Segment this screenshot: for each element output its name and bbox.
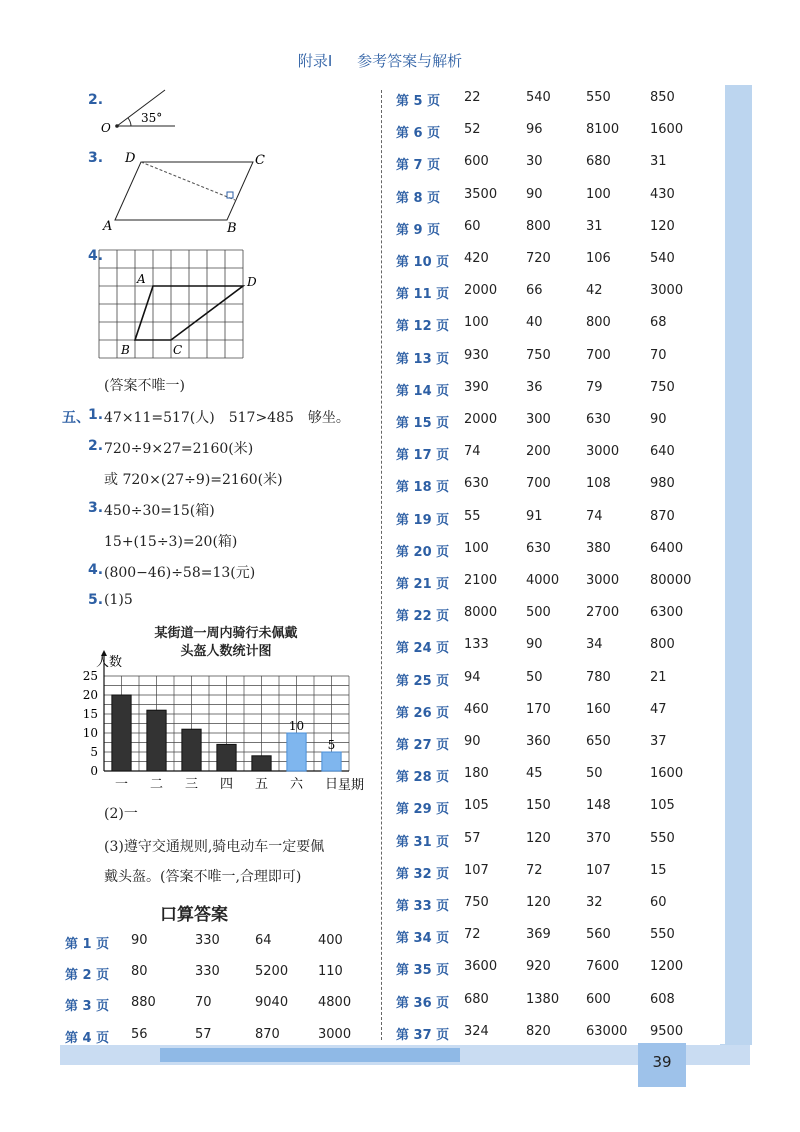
answer-value: 100 — [464, 315, 489, 331]
answer-value: 3000 — [650, 283, 684, 299]
answer-value: 70 — [650, 347, 667, 363]
answer-value: 750 — [650, 379, 675, 395]
answer-value: 7600 — [586, 959, 620, 975]
answer-value: 120 — [526, 895, 551, 910]
answer-value: 100 — [586, 186, 611, 202]
answer-value: 600 — [586, 991, 611, 1007]
answer-value: 850 — [650, 90, 675, 105]
answer-value: 100 — [464, 540, 489, 556]
parallelogram-shape — [115, 162, 253, 220]
answer-value: 79 — [586, 379, 603, 395]
answer-value: 42 — [586, 283, 603, 299]
chart-category-label: 三 — [184, 777, 199, 792]
answer-value: 74 — [464, 444, 481, 460]
answer-value: 720 — [526, 251, 551, 266]
column-divider — [381, 90, 382, 1040]
answer-value: 70 — [195, 995, 212, 1011]
parallelogram-figure — [95, 148, 275, 238]
q5-4-text: (800−46)÷58=13(元) — [104, 565, 256, 581]
angle-arc — [128, 118, 131, 126]
answer-value: 1600 — [650, 766, 684, 782]
chart-bar — [252, 756, 271, 771]
answer-value: 106 — [586, 251, 611, 266]
answer-value: 120 — [526, 830, 551, 846]
answer-value: 107 — [586, 862, 611, 878]
chart-bar — [322, 752, 341, 771]
answer-value: 700 — [586, 347, 611, 363]
answer-value: 37 — [650, 734, 667, 749]
answer-page-label: 第 26 页 — [396, 705, 450, 721]
answer-value: 420 — [464, 251, 489, 266]
grid-lines — [99, 250, 243, 358]
answer-value: 630 — [526, 540, 551, 556]
answer-value: 1380 — [526, 991, 560, 1007]
answer-page-label: 第 27 页 — [396, 738, 450, 753]
answer-value: 700 — [526, 476, 551, 492]
angle-vertex — [115, 124, 119, 128]
answer-value: 8100 — [586, 122, 620, 138]
answer-value: 64 — [255, 933, 272, 948]
vertex-a: A — [103, 219, 113, 234]
answer-value: 3000 — [318, 1026, 352, 1042]
answer-value: 330 — [195, 964, 220, 980]
answer-value: 94 — [464, 669, 481, 685]
answer-page-label: 第 25 页 — [396, 673, 450, 689]
chart-subtitle: 头盔人数统计图 — [180, 644, 272, 659]
grid-vertex-d: D — [247, 275, 257, 289]
chart-data-label: 10 — [288, 719, 305, 733]
answer-value: 96 — [526, 122, 543, 138]
answer-value: 2000 — [464, 412, 498, 427]
q5-1-number: 1. — [88, 407, 104, 423]
height-dashed-line — [141, 162, 235, 200]
chart-ytick-label: 0 — [90, 764, 98, 778]
answer-value: 148 — [586, 798, 611, 814]
chart-ytick-label: 10 — [82, 726, 98, 740]
answer-page-label: 第 17 页 — [396, 448, 450, 464]
answer-page-label: 第 6 页 — [396, 126, 441, 142]
grid-vertex-a: A — [137, 272, 146, 286]
answer-value: 15 — [650, 862, 667, 878]
answer-value: 4800 — [318, 995, 352, 1011]
section-5-label: 五、 — [62, 410, 90, 426]
q5-5-3-text-line2: 戴头盔。(答案不唯一,合理即可) — [104, 869, 302, 885]
answer-value: 21 — [650, 669, 667, 685]
grid-figure — [95, 248, 275, 360]
chart-ytick-label: 25 — [82, 669, 98, 683]
answer-value: 200 — [526, 444, 551, 460]
q5-2-number: 2. — [88, 438, 104, 454]
chart-ytick-label: 20 — [82, 688, 98, 702]
answer-value: 500 — [526, 605, 551, 621]
answer-value: 369 — [526, 927, 551, 943]
chart-bar — [287, 733, 306, 771]
answer-value: 56 — [131, 1026, 148, 1042]
answer-value: 5200 — [255, 964, 289, 980]
answer-value: 80000 — [650, 573, 692, 588]
chart-bar — [217, 744, 236, 771]
grid-vertex-c: C — [173, 343, 183, 357]
answer-value: 630 — [464, 476, 489, 492]
answer-value: 370 — [586, 830, 611, 846]
answer-value: 800 — [650, 637, 675, 653]
answer-value: 66 — [526, 283, 543, 299]
answer-value: 324 — [464, 1023, 489, 1039]
answer-value: 330 — [195, 933, 220, 948]
answer-value: 74 — [586, 508, 603, 524]
chart-ytick-label: 5 — [90, 745, 98, 759]
answer-page-label: 第 9 页 — [396, 222, 441, 238]
q2-number: 2. — [88, 92, 104, 108]
answer-value: 108 — [586, 476, 611, 492]
answer-value: 300 — [526, 412, 551, 427]
grid-vertex-b: B — [121, 343, 130, 357]
answer-page-label: 第 22 页 — [396, 609, 450, 625]
answer-value: 55 — [464, 508, 481, 524]
chart-ylabel: 人数 — [96, 655, 123, 670]
chart-category-label: 一 — [114, 777, 129, 792]
chart-xlabel: 星期 — [338, 778, 365, 793]
answer-value: 870 — [255, 1026, 280, 1042]
answer-value: 170 — [526, 701, 551, 717]
q5-2-text: 720÷9×27=2160(米) — [104, 441, 254, 457]
answer-value: 150 — [526, 798, 551, 814]
answer-value: 110 — [318, 964, 343, 980]
answer-value: 72 — [526, 862, 543, 878]
answer-value: 460 — [464, 701, 489, 717]
bar-chart — [60, 648, 380, 798]
chart-category-label: 四 — [219, 777, 234, 792]
answer-value: 45 — [526, 766, 543, 782]
answer-value: 380 — [586, 540, 611, 556]
answer-page-label: 第 33 页 — [396, 899, 450, 914]
q5-5-number: 5. — [88, 592, 104, 608]
appendix-label: 附录Ⅰ — [297, 52, 333, 70]
answer-value: 50 — [526, 669, 543, 685]
chart-category-label: 日 — [324, 777, 339, 792]
answer-value: 8000 — [464, 605, 498, 621]
answer-value: 9040 — [255, 995, 289, 1011]
answer-page-label: 第 21 页 — [396, 577, 450, 592]
answer-value: 90 — [650, 412, 667, 427]
answer-page-label: 第 8 页 — [396, 190, 441, 206]
answer-value: 91 — [526, 508, 543, 524]
vertex-c: C — [255, 153, 265, 168]
answer-value: 57 — [464, 830, 481, 846]
answer-value: 550 — [586, 90, 611, 105]
answer-page-label: 第 20 页 — [396, 544, 450, 560]
answer-value: 50 — [586, 766, 603, 782]
chart-bar — [147, 710, 166, 771]
chart-category-label: 六 — [289, 777, 304, 792]
q5-1-text: 47×11=517(人) 517>485 够坐。 — [104, 410, 350, 426]
page-header — [0, 50, 760, 71]
answer-value: 400 — [318, 933, 343, 948]
q4-note: (答案不唯一) — [104, 378, 185, 394]
answer-value: 2000 — [464, 283, 498, 299]
answer-value: 3000 — [586, 444, 620, 460]
answer-page-label: 第 5 页 — [396, 94, 441, 109]
q4-number: 4. — [88, 248, 104, 264]
answer-value: 47 — [650, 701, 667, 717]
vertex-b: B — [227, 221, 237, 236]
answer-value: 107 — [464, 862, 489, 878]
chart-title: 某街道一周内骑行未佩戴 — [154, 626, 298, 641]
answer-value: 820 — [526, 1023, 551, 1039]
answer-value: 390 — [464, 379, 489, 395]
answer-page-label: 第 14 页 — [396, 383, 450, 399]
answer-value: 870 — [650, 508, 675, 524]
answer-value: 2100 — [464, 573, 498, 588]
vertex-d: D — [125, 151, 136, 166]
answer-value: 680 — [464, 991, 489, 1007]
angle-figure — [95, 84, 185, 134]
angle-point-label: O — [101, 121, 111, 134]
answer-page-label: 第 31 页 — [396, 834, 450, 850]
answer-value: 3600 — [464, 959, 498, 975]
q5-5-2-text: (2)一 — [104, 806, 138, 822]
answer-page-label: 第 32 页 — [396, 866, 450, 882]
answer-value: 930 — [464, 347, 489, 363]
page-number-tab — [638, 1043, 686, 1087]
answer-value: 540 — [526, 90, 551, 105]
answer-value: 6400 — [650, 540, 684, 556]
answer-value: 608 — [650, 991, 675, 1007]
answer-value: 6300 — [650, 605, 684, 621]
answer-page-label: 第 19 页 — [396, 512, 450, 528]
header-title: 参考答案与解析 — [357, 52, 463, 70]
chart-data-label: 5 — [327, 738, 336, 752]
chart-category-label: 五 — [254, 777, 269, 792]
answer-value: 780 — [586, 669, 611, 685]
answer-value: 105 — [464, 798, 489, 814]
answer-value: 52 — [464, 122, 481, 138]
answer-value: 31 — [586, 218, 603, 234]
answer-value: 800 — [526, 218, 551, 234]
answer-value: 1600 — [650, 122, 684, 138]
answer-page-label: 第 13 页 — [396, 351, 450, 367]
answer-value: 640 — [650, 444, 675, 460]
answer-page-label: 第 7 页 — [396, 158, 441, 174]
answer-value: 680 — [586, 154, 611, 170]
answer-value: 105 — [650, 798, 675, 814]
page-number: 39 — [652, 1053, 672, 1071]
answer-value: 560 — [586, 927, 611, 943]
answer-value: 133 — [464, 637, 489, 653]
answer-value: 550 — [650, 927, 675, 943]
answer-value: 80 — [131, 964, 148, 980]
answer-value: 68 — [650, 315, 667, 331]
answer-page-label: 第 4 页 — [65, 1030, 110, 1046]
answer-value: 430 — [650, 186, 675, 202]
answer-value: 160 — [586, 701, 611, 717]
answer-page-label: 第 24 页 — [396, 641, 450, 657]
answer-value: 750 — [526, 347, 551, 363]
q5-3-number: 3. — [88, 500, 104, 516]
answer-value: 22 — [464, 90, 481, 105]
answer-value: 3500 — [464, 186, 498, 202]
answer-page-label: 第 11 页 — [396, 287, 450, 303]
answer-value: 1200 — [650, 959, 684, 975]
chart-bar — [112, 695, 131, 771]
q5-5-text: (1)5 — [104, 592, 133, 608]
q3-number: 3. — [88, 150, 104, 166]
answer-value: 750 — [464, 895, 489, 910]
answer-value: 32 — [586, 895, 603, 910]
angle-value-label: 35° — [141, 111, 163, 125]
answer-value: 90 — [526, 637, 543, 653]
answer-value: 3000 — [586, 573, 620, 588]
answer-value: 360 — [526, 734, 551, 749]
answer-value: 180 — [464, 766, 489, 782]
answer-value: 72 — [464, 927, 481, 943]
answer-value: 800 — [586, 315, 611, 331]
answer-page-label: 第 18 页 — [396, 480, 450, 496]
q5-4-number: 4. — [88, 562, 104, 578]
answer-value: 920 — [526, 959, 551, 975]
q5-3-cont-text: 15+(15÷3)=20(箱) — [104, 534, 238, 550]
answer-value: 2700 — [586, 605, 620, 621]
answer-page-label: 第 28 页 — [396, 770, 450, 786]
answer-value: 600 — [464, 154, 489, 170]
answer-value: 550 — [650, 830, 675, 846]
answer-page-label: 第 15 页 — [396, 416, 450, 431]
answer-page-label: 第 1 页 — [65, 937, 110, 952]
answer-value: 60 — [464, 218, 481, 234]
answer-value: 9500 — [650, 1023, 684, 1039]
answer-value: 34 — [586, 637, 603, 653]
right-angle-mark — [227, 192, 233, 198]
answer-value: 630 — [586, 412, 611, 427]
chart-bar — [182, 729, 201, 771]
answer-value: 90 — [464, 734, 481, 749]
chart-category-label: 二 — [149, 777, 164, 792]
answer-value: 120 — [650, 218, 675, 234]
answer-page-label: 第 36 页 — [396, 995, 450, 1011]
kousuan-title: 口算答案 — [160, 905, 228, 925]
answer-page-label: 第 37 页 — [396, 1027, 450, 1043]
answer-page-label: 第 10 页 — [396, 255, 450, 270]
answer-value: 650 — [586, 734, 611, 749]
q5-5-3-text-line1: (3)遵守交通规则,骑电动车一定要佩 — [104, 839, 325, 855]
answer-value: 30 — [526, 154, 543, 170]
answer-value: 880 — [131, 995, 156, 1011]
answer-page-label: 第 35 页 — [396, 963, 450, 979]
answer-value: 90 — [131, 933, 148, 948]
answer-value: 540 — [650, 251, 675, 266]
answer-page-label: 第 2 页 — [65, 968, 110, 984]
answer-value: 36 — [526, 379, 543, 395]
answer-value: 980 — [650, 476, 675, 492]
answer-page-label: 第 12 页 — [396, 319, 450, 335]
answer-value: 40 — [526, 315, 543, 331]
answer-page-label: 第 29 页 — [396, 802, 450, 818]
page-edge-strip — [160, 1048, 460, 1062]
q5-2-alt-text: 或 720×(27÷9)=2160(米) — [104, 472, 283, 488]
answer-value: 57 — [195, 1026, 212, 1042]
answer-page-label: 第 34 页 — [396, 931, 450, 947]
chart-ytick-label: 15 — [82, 707, 98, 721]
answer-value: 31 — [650, 154, 667, 170]
answer-value: 63000 — [586, 1023, 628, 1039]
answer-page-label: 第 3 页 — [65, 999, 110, 1015]
answer-value: 60 — [650, 895, 667, 910]
q5-3-text: 450÷30=15(箱) — [104, 503, 215, 519]
answer-value: 90 — [526, 186, 543, 202]
answer-value: 4000 — [526, 573, 560, 588]
